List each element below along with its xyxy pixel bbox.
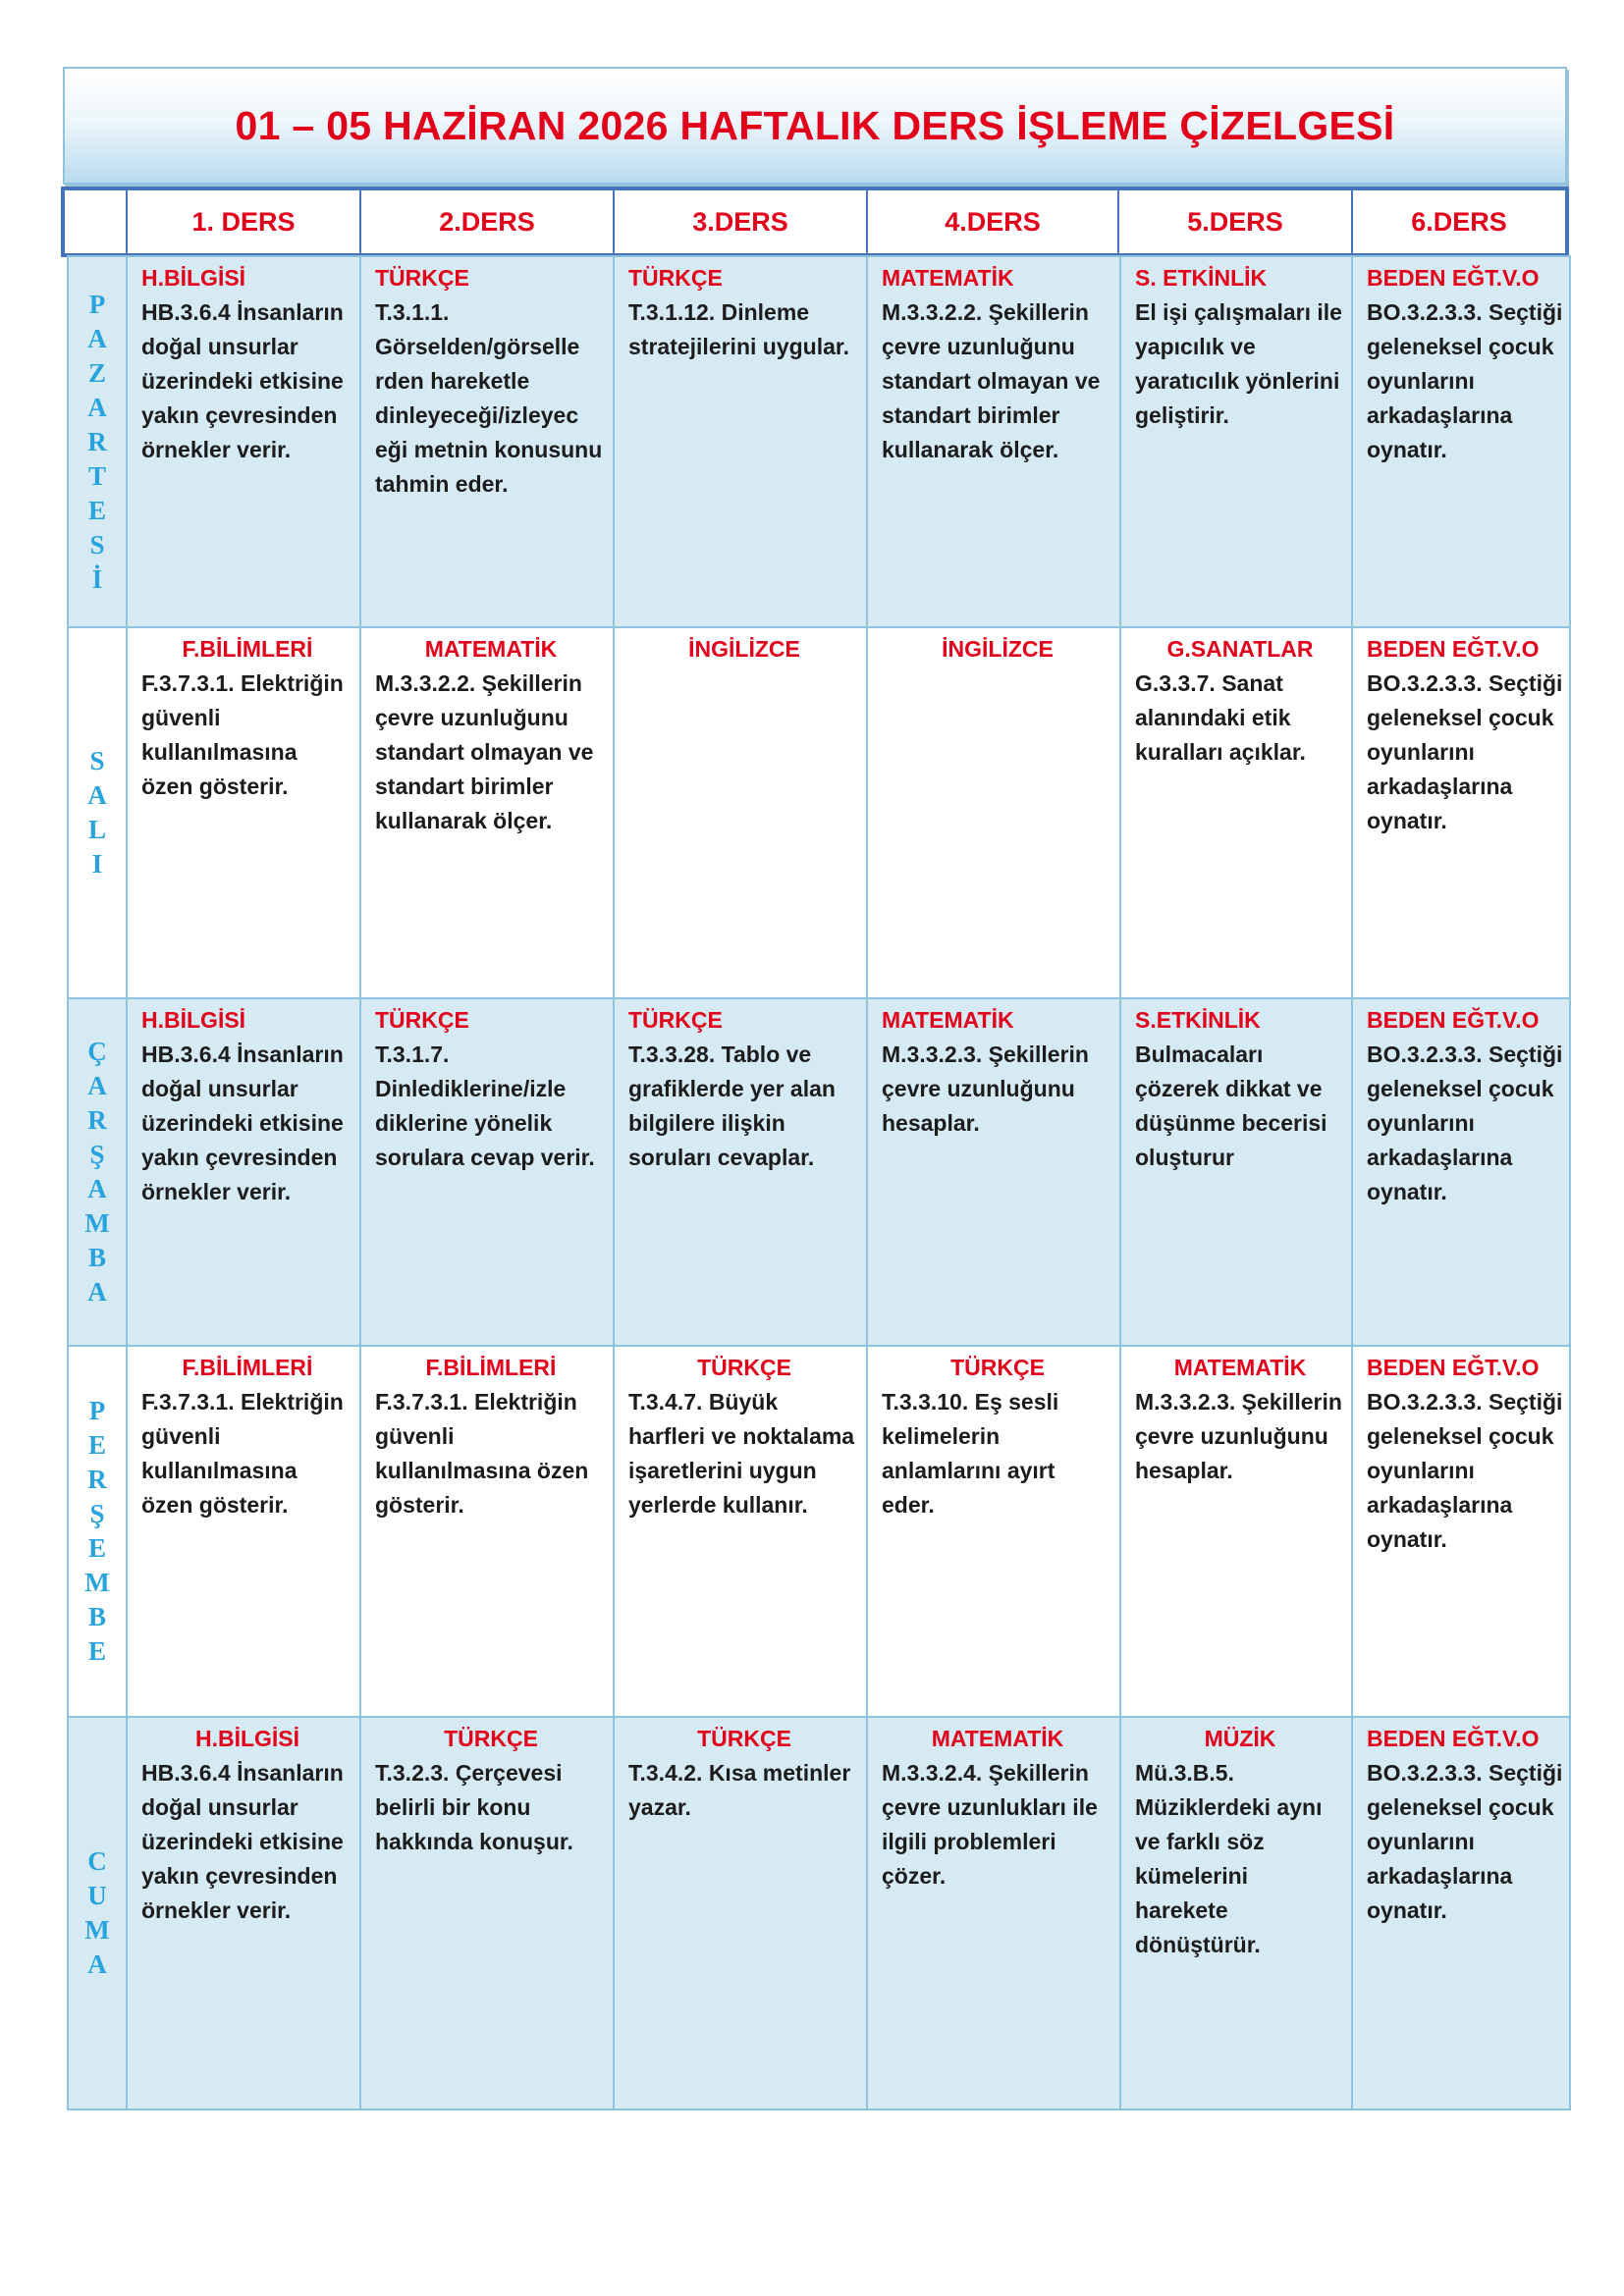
- day-letter: R: [87, 1465, 107, 1494]
- day-letter: M: [84, 1208, 110, 1238]
- lesson-subject: BEDEN EĞT.V.O: [1367, 1007, 1540, 1033]
- lesson-outcome: F.3.7.3.1. Elektriğin güvenli kullanılmasına özen gösterir.: [141, 1389, 344, 1518]
- day-letter: E: [87, 1430, 106, 1460]
- lesson-subject: MATEMATİK: [1173, 1355, 1307, 1380]
- lesson-cell: [1120, 256, 1352, 627]
- lesson-subject: BEDEN EĞT.V.O: [1367, 636, 1540, 662]
- day-letter: Z: [87, 357, 106, 388]
- lesson-subject: MATEMATİK: [424, 636, 558, 662]
- lesson-cell: [1120, 1346, 1352, 1717]
- lesson-outcome: M.3.3.2.2. Şekillerin çevre uzunluğunu standart olmayan ve standart birimler kullanarak ölçer.: [375, 670, 594, 833]
- lesson-outcome: T.3.1.12. Dinleme stratejilerini uygular.: [628, 299, 849, 359]
- lesson-outcome: T.3.1.1. Görselden/görselle rden hareketle dinleyeceği/izleyec eği metnin konusunu tahmin eder.: [375, 299, 603, 497]
- lesson-outcome: HB.3.6.4 İnsanların doğal unsurlar üzerindeki etkisine yakın çevresinden örnekler verir.: [141, 1041, 344, 1204]
- lesson-outcome: T.3.1.7. Dinlediklerine/izle diklerine yönelik sorulara cevap verir.: [375, 1041, 595, 1170]
- lesson-cell: [127, 1717, 360, 2109]
- lesson-outcome: Mü.3.B.5. Müziklerdeki aynı ve farklı söz kümelerini harekete dönüştürür.: [1135, 1760, 1323, 1957]
- day-row-cuma: [68, 1717, 1570, 2109]
- lesson-cell: [614, 1346, 867, 1717]
- day-letter: S: [89, 529, 105, 560]
- day-letter: S: [89, 746, 105, 775]
- day-letter: B: [87, 1602, 106, 1631]
- lesson-outcome: T.3.4.7. Büyük harfleri ve noktalama işaretlerini uygun yerlerde kullanır.: [628, 1389, 855, 1518]
- title-box: [63, 67, 1567, 185]
- day-letter: E: [87, 1533, 106, 1563]
- day-letter: P: [88, 1396, 106, 1425]
- lesson-subject: MATEMATİK: [882, 1007, 1014, 1033]
- lesson-outcome: BO.3.2.3.3. Seçtiği geleneksel çocuk oyunlarını arkadaşlarına oynatır.: [1367, 1041, 1563, 1204]
- lesson-cell: [614, 627, 867, 998]
- lesson-outcome: T.3.2.3. Çerçevesi belirli bir konu hakkında konuşur.: [375, 1760, 573, 1854]
- day-letter: Ş: [89, 1140, 105, 1169]
- header-lesson-2: 2.DERS: [359, 190, 613, 253]
- header-lesson-1: 1. DERS: [126, 190, 359, 253]
- lesson-subject: G.SANATLAR: [1166, 636, 1314, 662]
- lesson-cell: [1352, 256, 1570, 627]
- day-letter: U: [87, 1881, 107, 1910]
- lesson-subject: TÜRKÇE: [697, 1726, 791, 1751]
- lesson-subject: H.BİLGİSİ: [141, 1007, 246, 1033]
- day-letter: T: [87, 460, 106, 491]
- lesson-subject: TÜRKÇE: [628, 1007, 723, 1033]
- schedule-table: [67, 255, 1571, 2110]
- lesson-cell: [127, 998, 360, 1346]
- day-letter: A: [87, 1949, 107, 1979]
- lesson-subject: S.ETKİNLİK: [1135, 1007, 1261, 1033]
- lesson-subject: F.BİLİMLERİ: [182, 1355, 313, 1380]
- lesson-cell: [360, 627, 614, 998]
- day-letter: I: [91, 849, 103, 879]
- day-letter: A: [87, 1277, 107, 1307]
- day-letter: A: [87, 392, 107, 422]
- lesson-subject: S. ETKİNLİK: [1135, 265, 1268, 291]
- header-lesson-4: 4.DERS: [866, 190, 1117, 253]
- lesson-subject: H.BİLGİSİ: [194, 1726, 300, 1751]
- lesson-cell: [1352, 1717, 1570, 2109]
- day-label-persembe: [68, 1346, 127, 1717]
- lesson-cell: [127, 627, 360, 998]
- day-letter: A: [87, 1174, 107, 1203]
- day-row-carsamba: [68, 998, 1570, 1346]
- lesson-cell: [1120, 627, 1352, 998]
- lesson-outcome: F.3.7.3.1. Elektriğin güvenli kullanılmasına özen gösterir.: [141, 670, 344, 799]
- day-label-carsamba: [68, 998, 127, 1346]
- lesson-outcome: BO.3.2.3.3. Seçtiği geleneksel çocuk oyunlarını arkadaşlarına oynatır.: [1367, 1760, 1563, 1923]
- day-letter: L: [87, 815, 106, 844]
- lesson-subject: BEDEN EĞT.V.O: [1367, 265, 1540, 291]
- header-lesson-6: 6.DERS: [1351, 190, 1565, 253]
- lesson-outcome: El işi çalışmaları ile yapıcılık ve yaratıcılık yönlerini geliştirir.: [1135, 299, 1342, 428]
- lesson-cell: [867, 998, 1120, 1346]
- lesson-outcome: BO.3.2.3.3. Seçtiği geleneksel çocuk oyunlarını arkadaşlarına oynatır.: [1367, 299, 1563, 462]
- lesson-subject: H.BİLGİSİ: [141, 265, 246, 291]
- lesson-cell: [127, 256, 360, 627]
- lesson-outcome: M.3.3.2.3. Şekillerin çevre uzunluğunu hesaplar.: [1135, 1389, 1342, 1483]
- lesson-cell: [1120, 998, 1352, 1346]
- header-corner-cell: [65, 190, 126, 253]
- day-letter: Ç: [87, 1037, 107, 1066]
- lesson-cell: [127, 1346, 360, 1717]
- lesson-subject: TÜRKÇE: [628, 265, 723, 291]
- lesson-outcome: M.3.3.2.4. Şekillerin çevre uzunlukları ile ilgili problemleri çözer.: [882, 1760, 1098, 1889]
- lesson-outcome: T.3.3.28. Tablo ve grafiklerde yer alan bilgilere ilişkin soruları cevaplar.: [628, 1041, 836, 1170]
- day-label-sali: [68, 627, 127, 998]
- lesson-subject: F.BİLİMLERİ: [182, 636, 313, 662]
- day-row-persembe: [68, 1346, 1570, 1717]
- page-title: 01 – 05 HAZİRAN 2026 HAFTALIK DERS İŞLEME ÇİZELGESİ: [235, 102, 1395, 148]
- lesson-cell: [360, 1717, 614, 2109]
- lesson-subject: TÜRKÇE: [950, 1355, 1045, 1380]
- day-letter: M: [84, 1915, 110, 1945]
- day-label-pazartesi: [68, 256, 127, 627]
- lesson-outcome: F.3.7.3.1. Elektriğin güvenli kullanılmasına özen gösterir.: [375, 1389, 589, 1518]
- lesson-subject: BEDEN EĞT.V.O: [1367, 1355, 1540, 1380]
- day-row-sali: [68, 627, 1570, 998]
- day-letter: İ: [91, 563, 103, 594]
- lesson-cell: [614, 256, 867, 627]
- lesson-cell: [867, 256, 1120, 627]
- header-lesson-5: 5.DERS: [1117, 190, 1351, 253]
- lesson-subject: MATEMATİK: [931, 1726, 1064, 1751]
- day-letter: A: [87, 1071, 107, 1100]
- day-letter: P: [88, 289, 106, 319]
- lesson-outcome: HB.3.6.4 İnsanların doğal unsurlar üzerindeki etkisine yakın çevresinden örnekler verir.: [141, 299, 344, 462]
- day-letter: M: [84, 1568, 110, 1597]
- day-label-cuma: [68, 1717, 127, 2109]
- lesson-subject: TÜRKÇE: [375, 265, 469, 291]
- day-letter: B: [87, 1243, 106, 1272]
- day-letter: R: [87, 1105, 107, 1135]
- lesson-cell: [1120, 1717, 1352, 2109]
- lesson-cell: [360, 998, 614, 1346]
- day-letter: E: [87, 495, 106, 525]
- lesson-outcome: T.3.4.2. Kısa metinler yazar.: [628, 1760, 851, 1820]
- day-letter: R: [87, 426, 107, 456]
- lesson-outcome: BO.3.2.3.3. Seçtiği geleneksel çocuk oyunlarını arkadaşlarına oynatır.: [1367, 1389, 1563, 1552]
- day-letter: A: [87, 780, 107, 810]
- lesson-outcome: Bulmacaları çözerek dikkat ve düşünme becerisi oluşturur: [1135, 1041, 1327, 1170]
- day-letter: Ş: [89, 1499, 105, 1528]
- lesson-cell: [360, 256, 614, 627]
- day-letter: C: [87, 1846, 107, 1876]
- lesson-cell: [360, 1346, 614, 1717]
- lesson-cell: [1352, 627, 1570, 998]
- lesson-subject: İNGİLİZCE: [942, 636, 1054, 662]
- lesson-outcome: T.3.3.10. Eş sesli kelimelerin anlamlarını ayırt eder.: [882, 1389, 1059, 1518]
- lesson-subject: BEDEN EĞT.V.O: [1367, 1726, 1540, 1751]
- day-row-pazartesi: [68, 256, 1570, 627]
- lesson-outcome: BO.3.2.3.3. Seçtiği geleneksel çocuk oyunlarını arkadaşlarına oynatır.: [1367, 670, 1563, 833]
- lesson-cell: [1352, 998, 1570, 1346]
- lesson-outcome: G.3.3.7. Sanat alanındaki etik kuralları açıklar.: [1135, 670, 1306, 765]
- lesson-cell: [1352, 1346, 1570, 1717]
- lesson-subject: F.BİLİMLERİ: [425, 1355, 557, 1380]
- lesson-subject: MÜZİK: [1204, 1726, 1276, 1751]
- lesson-cell: [867, 1717, 1120, 2109]
- lesson-outcome: HB.3.6.4 İnsanların doğal unsurlar üzerindeki etkisine yakın çevresinden örnekler verir.: [141, 1760, 344, 1923]
- lesson-subject: TÜRKÇE: [375, 1007, 469, 1033]
- lesson-outcome: M.3.3.2.3. Şekillerin çevre uzunluğunu hesaplar.: [882, 1041, 1089, 1136]
- day-letter: E: [87, 1636, 106, 1666]
- lesson-subject: MATEMATİK: [882, 265, 1014, 291]
- header-lesson-3: 3.DERS: [613, 190, 866, 253]
- lesson-cell: [867, 1346, 1120, 1717]
- lesson-cell: [614, 998, 867, 1346]
- header-row: [61, 187, 1569, 257]
- lesson-cell: [867, 627, 1120, 998]
- lesson-outcome: M.3.3.2.2. Şekillerin çevre uzunluğunu standart olmayan ve standart birimler kullanarak ölçer.: [882, 299, 1101, 462]
- lesson-subject: TÜRKÇE: [444, 1726, 538, 1751]
- lesson-cell: [614, 1717, 867, 2109]
- lesson-subject: TÜRKÇE: [697, 1355, 791, 1380]
- lesson-subject: İNGİLİZCE: [688, 636, 800, 662]
- day-letter: A: [87, 323, 107, 353]
